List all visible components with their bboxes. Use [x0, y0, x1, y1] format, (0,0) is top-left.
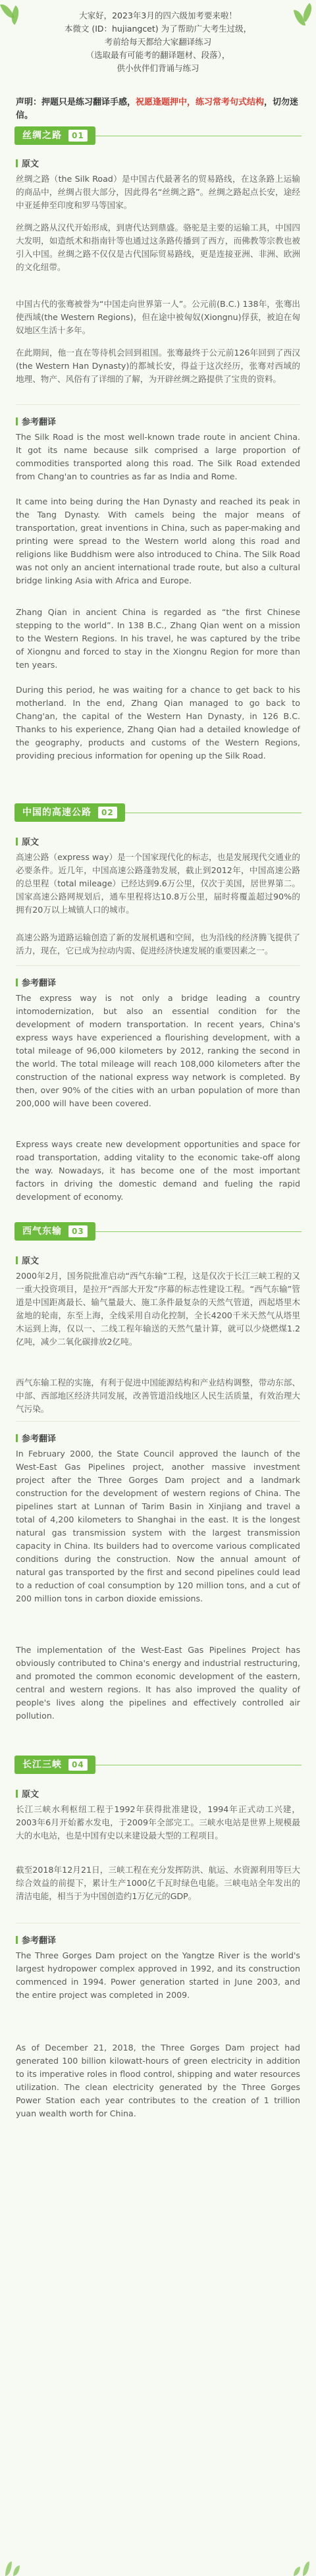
- section-title: [14, 803, 125, 822]
- en-paragraph: Express ways create new development opportunities and space for road transportation, adding vitality to the economic take-off along the way. Nowadays, it has become one of the most important factors in driving the domestic demand and fueling the rapid development of economy.: [16, 1139, 300, 1202]
- zh-paragraph: 高速公路为道路运输创造了新的发展机遇和空间，也为沿线的经济腾飞提供了活力，现在，它已成为拉动内需、促进经济快速发展的重要因素之一。: [16, 932, 300, 955]
- intro-line: （选取最有可能考的翻译题材、段落），: [86, 50, 230, 60]
- section-header: [14, 1752, 302, 1778]
- divider: [16, 965, 300, 966]
- declaration: [16, 96, 300, 122]
- section-header: [14, 799, 302, 826]
- reference-label: 参考翻译: [16, 1432, 56, 1444]
- declaration-highlight: 祝愿逢题押中，练习常考句式结构: [136, 97, 265, 107]
- section-number: 03: [68, 1225, 88, 1237]
- section-title-text: 中国的高速公路: [22, 807, 92, 818]
- grass-decoration: [5, 2562, 12, 2576]
- section-header: [14, 122, 302, 149]
- footer-decoration: [0, 2556, 316, 2576]
- section-title-text: 丝绸之路: [22, 130, 62, 141]
- en-paragraph: In February 2000, the State Council approved the launch of the West-East Gas Pipelines project, another massive investment project after the Three Gorges Dam project and a landmark construction for the development of western regions of China. The pipelines start at Lunnan of Tarim Basin in Xinjiang and travel a total of 4,200 kilometers to Shanghai in the east. It is the longest natural gas transmission system with the largest transmission capacity in China. Its builders had to overcome various complicated conditions during the construction. Now the annual amount of natural gas transported by the first and second pipelines could lead to a reduction of coal consumption by 120 million tons, and a cut of 200 million tons in carbon dioxide emissions.: [16, 1449, 300, 1603]
- zh-paragraph: 丝绸之路从汉代开始形成，到唐代达到鼎盛。骆驼是主要的运输工具，中国四大发明，如造纸术和指南针等也通过这条路传播到了西方，而佛教等宗教也被引入中国。丝绸之路不仅仅是古代国际贸易路线，更是连接亚洲、非洲、欧洲的文化纽带。: [16, 223, 300, 272]
- en-paragraph: The Silk Road is the most well-known trade route in ancient China. It got its name because silk comprised a large proportion of commodities transported along this road. The Silk Road extended from Chang'an to countries as far as India and Rome.: [16, 432, 300, 481]
- original-label: 原文: [16, 835, 39, 847]
- zh-paragraph: 2000年2月，国务院批准启动“西气东输”工程，这是仅次于长江三峡工程的又一重大投资项目，是拉开“西部大开发”序幕的标志性建设工程。“西气东输”管道是中国距离最长、输气量最大、施工条件最复杂的天然气管道，西起塔里木盆地的轮南，东至上海，全线采用自动化控制，全长4200千米天然气从塔里木运到上海，仅以一、二线工程年输送的天然气量计算，就可以少烧燃煤1.2亿吨，减少二氧化碳排放2亿吨。: [16, 1271, 300, 1347]
- original-label: 原文: [16, 157, 39, 169]
- intro-block: [16, 9, 300, 75]
- intro-line: 大家好，2023年3月的四六级加考要来啦！: [79, 11, 237, 20]
- zh-paragraph: 中国古代的张骞被誉为“中国走向世界第一人”。公元前(B.C.) 138年，张骞出使西域(the Western Regions)，但在途中被匈奴(Xiongnu)俘获，被迫在匈奴地区生活十多年。: [16, 299, 300, 335]
- section-title: [14, 126, 95, 145]
- en-paragraph: The implementation of the West-East Gas Pipelines Project has obviously contributed to China's energy and industrial restructuring, and promoted the common economic development of the eastern, central and western regions. It has also improved the quality of people's lives along the pipelines and effectively controlled air pollution.: [16, 1645, 300, 1721]
- grass-decoration: [294, 2567, 300, 2576]
- section-title-text: 长江三峡: [22, 1759, 62, 1770]
- declaration-suffix: ，切勿迷信。: [16, 97, 299, 121]
- section-title: [14, 1756, 95, 1774]
- section-header: [14, 1218, 302, 1245]
- reference-label: 参考翻译: [16, 976, 56, 988]
- en-paragraph: It came into being during the Han Dynasty and reached its peak in the Tang Dynasty. With camels being the major means of transportation, great inventions in China, such as paper-making and printing were spread to the Western world along this road and religions like Buddhism were also introduced to China. The Silk Road was not only an ancient international trade route, but also a cultural bridge linking Asia with Africa and Europe.: [16, 496, 300, 585]
- zh-paragraph: 截至2018年12月21日，三峡工程在充分发挥防洪、航运、水资源利用等巨大综合效益的前提下，累计生产1000亿千瓦时绿色电能。三峡电站全年发出的清洁电能，相当于为中国创造约1万亿元的GDP。: [16, 1865, 300, 1901]
- divider: [16, 1421, 300, 1422]
- intro-line: 供小伙伴们背诵与练习: [117, 63, 199, 73]
- zh-paragraph: 高速公路（express way）是一个国家现代化的标志，也是发展现代交通业的必要条件。近几年，中国高速公路蓬勃发展，截止到2012年，中国高速公路的总里程（total mileage）已经达到9.6万公里，仅次于美国，居世界第二。国家高速公路网规划后，通车里程将达10.8万公里，届时将覆盖超过90%的拥有20万以上城镇人口的城市。: [16, 852, 300, 915]
- en-paragraph: The express way is not only a bridge leading a country intomodernization, but also an essential condition for the development of modern transportation. In recent years, China's express ways have experienced a flourishing development, with a total mileage of 96,000 kilometers by 2012, ranking the second in the world. The total mileage will reach 108,000 kilometers after the construction of the national express way network is completed. By then, over 90% of the cities with an urban population of more than 200,000 will have been covered.: [16, 993, 300, 1108]
- intro-line: 考前给每天都给大家翻译练习: [104, 37, 212, 47]
- original-label: 原文: [16, 1254, 39, 1266]
- zh-paragraph: 西气东输工程的实施，有利于促进中国能源结构和产业结构调整，带动东部、中部、西部地区经济共同发展，改善管道沿线地区人民生活质量，有效治理大气污染。: [16, 1378, 300, 1414]
- section-number: 04: [68, 1759, 88, 1771]
- en-paragraph: The Three Gorges Dam project on the Yangtze River is the world's largest hydropower complex approved in 1992, and its construction commenced in 1994. Power generation started in June 2003, and the entire project was completed in 2009.: [16, 1950, 300, 2000]
- zh-paragraph: 长江三峡水利枢纽工程于1992年获得批准建设，1994年正式动工兴建，2003年6月开始蓄水发电，于2009年全部完工。三峡水电站是世界上规模最大的水电站，也是中国有史以来建设最大型的工程项目。: [16, 1804, 300, 1840]
- reference-label: 参考翻译: [16, 1933, 56, 1946]
- zh-paragraph: 丝绸之路（the Silk Road）是中国古代最著名的贸易路线，在这条路上运输的商品中，丝绸占很大部分，因此得名“丝绸之路”。丝绸之路起点长安，途经中亚延伸至印度和罗马等国家。: [16, 174, 300, 210]
- divider: [16, 404, 300, 405]
- grass-decoration: [303, 2562, 309, 2576]
- en-paragraph: Zhang Qian in ancient China is regarded as “the first Chinese stepping to the world”. In 138 B.C., Zhang Qian went on a mission to the Western Regions. In his travel, he was captured by the tribe of Xiongnu and forced to stay in the Xiongnu Region for more than ten years.: [16, 607, 300, 670]
- en-paragraph: As of December 21, 2018, the Three Gorges Dam project had generated 100 billion kilowatt-hours of green electricity in addition to its imperative roles in flood control, shipping and water resources utilization. The clean electricity generated by the Three Gorges Power Station each year contributes to the creation of 1 trillion yuan wealth worth for China.: [16, 2043, 300, 2118]
- section-title-text: 西气东输: [22, 1226, 62, 1237]
- en-paragraph: During this period, he was waiting for a chance to get back to his motherland. In the end, Zhang Qian managed to go back to Chang'an, the capital of the Western Han Dynasty, in 126 B.C. Thanks to his experience, Zhang Qian had a detailed knowledge of the geography, products and customs of the Western Regions, providing precious information for opening up the Silk Road.: [16, 685, 300, 761]
- section-number: 02: [98, 807, 117, 818]
- zh-paragraph: 在此期间，他一直在等待机会回到祖国。张骞最终于公元前126年回到了西汉(the Western Han Dynasty)的都城长安，得益于这次经历，张骞对西域的地理、物产、风俗有了详细的了解，为开辟丝绸之路提供了宝贵的资料。: [16, 348, 300, 384]
- original-label: 原文: [16, 1787, 39, 1800]
- declaration-prefix: 声明：押题只是练习翻译手感，: [16, 97, 136, 107]
- section-number: 01: [68, 130, 88, 142]
- intro-line: 本微文 (ID：hujiangcet) 为了帮助广大考生过级，: [64, 24, 252, 34]
- reference-label: 参考翻译: [16, 415, 56, 427]
- grass-decoration: [13, 2565, 20, 2576]
- section-title: [14, 1222, 95, 1241]
